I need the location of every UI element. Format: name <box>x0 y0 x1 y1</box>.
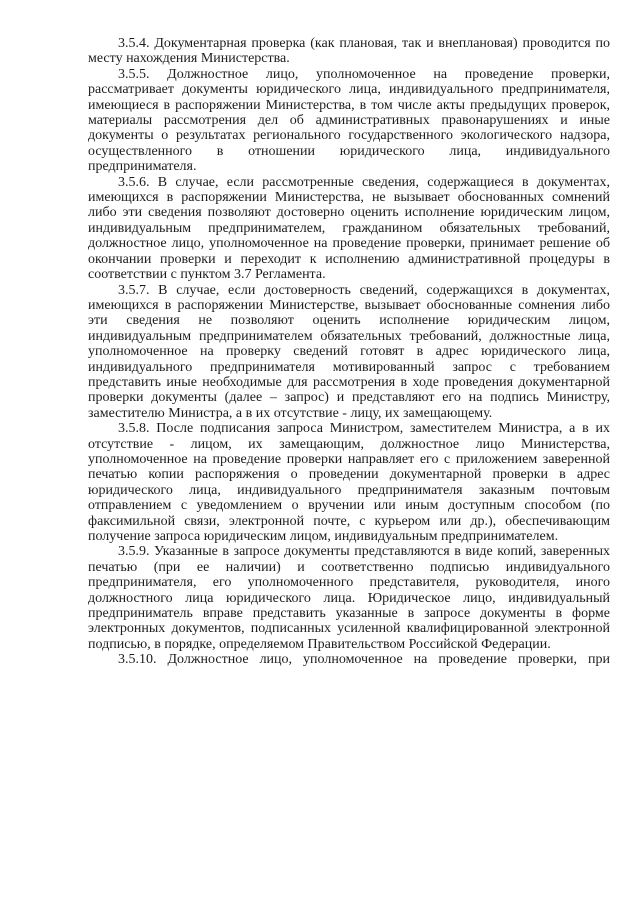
paragraph-3-5-8: 3.5.8. После подписания запроса Министром, заместителем Министра, а в их отсутствие - лицом, их замещающим, должностное лицо Министерства, уполномоченное на проведение проверки направляет его с приложением заверенной печатью копии распоряжения о проведении документарной проверки в адрес юридического лица, индивидуального предпринимателя заказным почтовым отправлением с уведомлением о вручении или иным доступным способом (по факсимильной связи, электронной почте, с курьером или др.), обеспечивающим получение запроса юридическим лицом, индивидуальным предпринимателем. <box>88 421 610 544</box>
document-text <box>88 36 610 668</box>
paragraph-3-5-9: 3.5.9. Указанные в запросе документы представляются в виде копий, заверенных печатью (при ее наличии) и соответственно подписью индивидуального предпринимателя, его уполномоченного представителя, руководителя, иного должностного лица юридического лица. Юридическое лицо, индивидуальный предприниматель вправе представить указанные в запросе документы в форме электронных документов, подписанных усиленной квалифицированной электронной подписью, в порядке, определяемом Правительством Российской Федерации. <box>88 544 610 652</box>
paragraph-3-5-6: 3.5.6. В случае, если рассмотренные сведения, содержащиеся в документах, имеющихся в распоряжении Министерства, не вызывает обоснованных сомнений либо эти сведения позволяют достоверно оценить исполнение юридическим лицом, индивидуальным предпринимателем, гражданином обязательных требований, должностное лицо, уполномоченное на проведение проверки, принимает решение об окончании проверки и переходит к исполнению административной процедуры в соответствии с пунктом 3.7 Регламента. <box>88 174 610 283</box>
paragraph-3-5-7: 3.5.7. В случае, если достоверность сведений, содержащихся в документах, имеющихся в распоряжении Министерстве, вызывает обоснованные сомнения либо эти сведения не позволяют оценить исполнение юридическим лицом, индивидуальным предпринимателем обязательных требований, должностные лица, уполномоченное на проверку сведений готовят в адрес юридического лица, индивидуального предпринимателя мотивированный запрос с требованием представить иные необходимые для рассмотрения в ходе проведения документарной проверки документы (далее – запрос) и представляют его на подпись Министру, заместителю Министра, а в их отсутствие - лицу, их замещающему. <box>88 282 610 421</box>
paragraph-3-5-4: 3.5.4. Документарная проверка (как плановая, так и внеплановая) проводится по месту нахождения Министерства. <box>88 36 610 67</box>
paragraph-3-5-5: 3.5.5. Должностное лицо, уполномоченное на проведение проверки, рассматривает документы юридического лица, индивидуального предпринимателя, имеющиеся в распоряжении Министерства, в том числе акты предыдущих проверок, материалы рассмотрения дел об административных правонарушениях и иные документы о результатах регионального государственного экологического надзора, осуществленного в отношении юридического лица, индивидуального предпринимателя. <box>88 66 610 175</box>
paragraph-3-5-10: 3.5.10. Должностное лицо, уполномоченное на проведение проверки, при <box>118 652 610 668</box>
